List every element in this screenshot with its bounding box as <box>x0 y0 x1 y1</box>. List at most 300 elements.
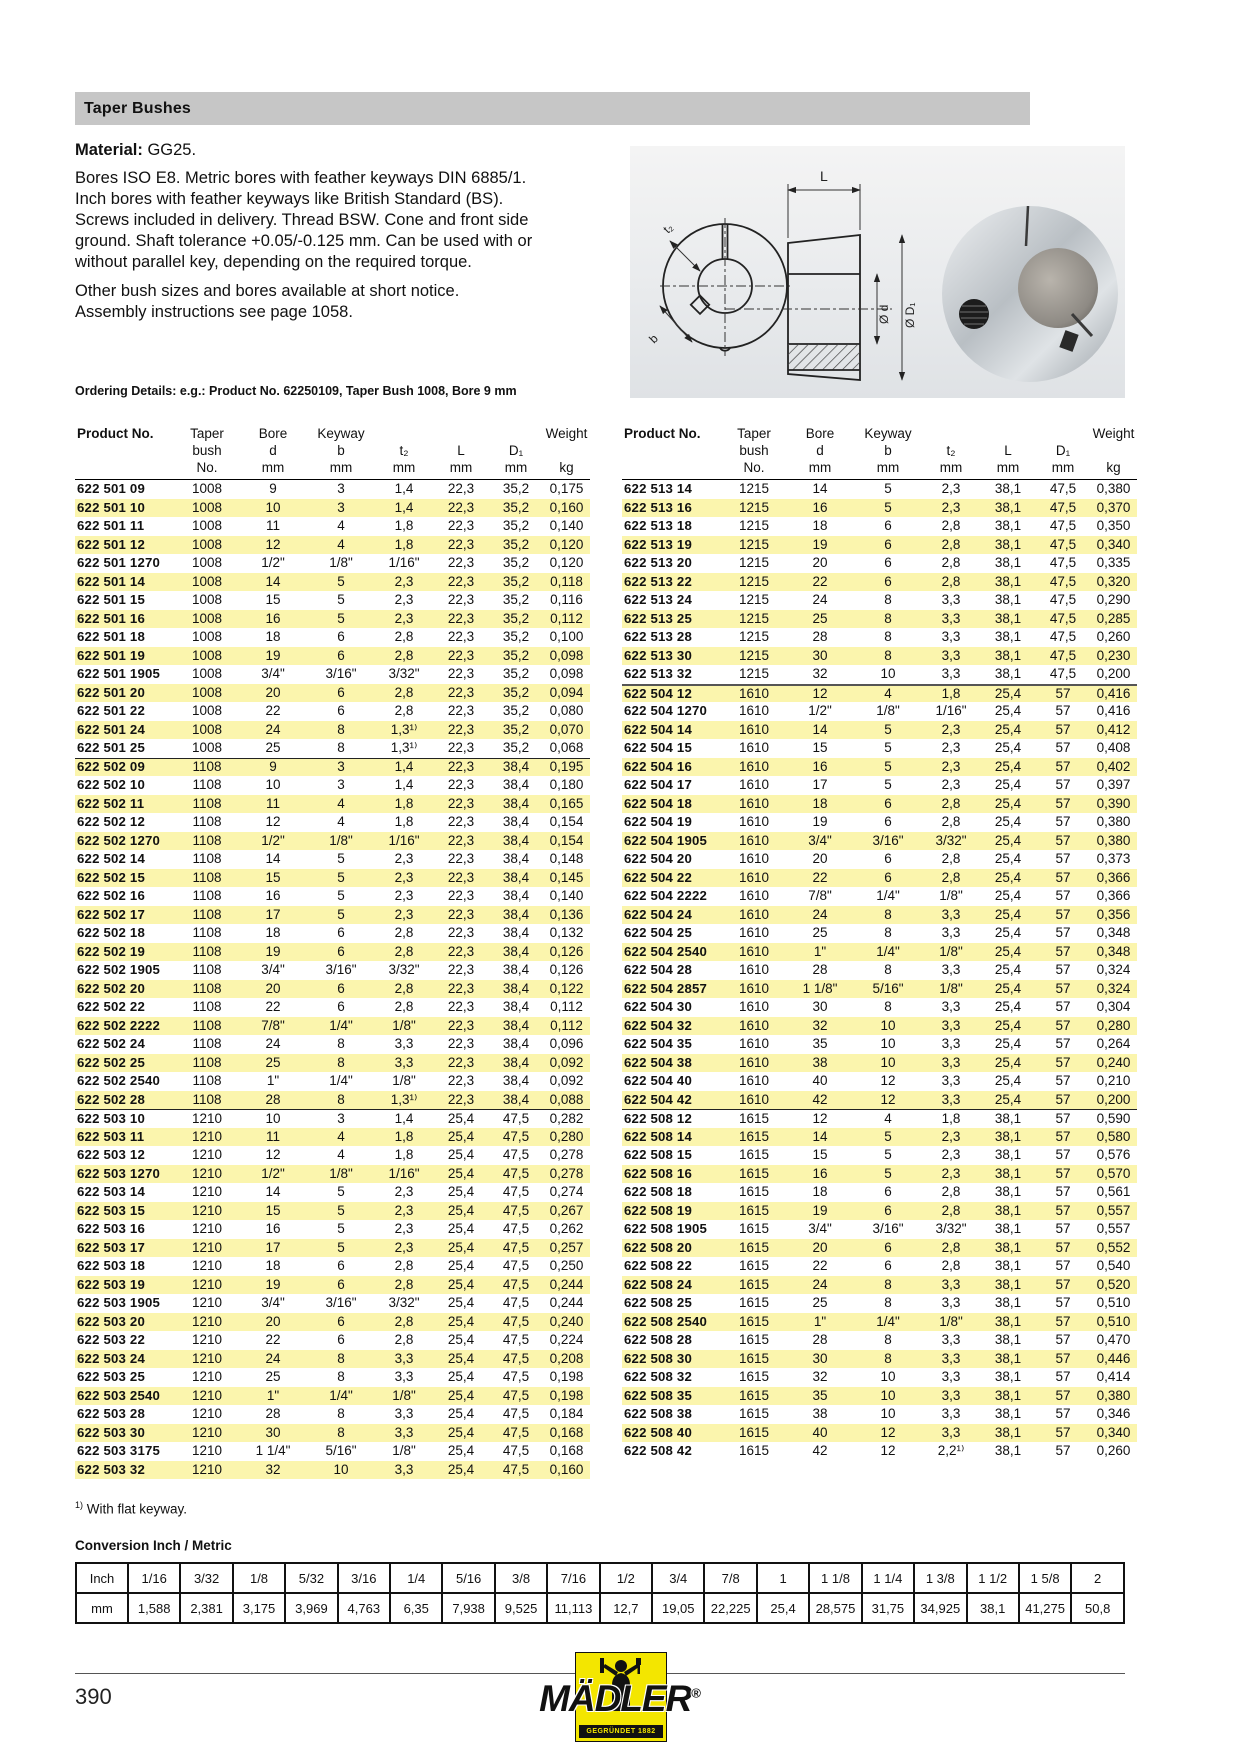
value-cell: 1" <box>266 1073 280 1089</box>
value-cell: 1215 <box>738 647 770 663</box>
value-cell: 0,260 <box>1096 629 1131 645</box>
value-cell: 38,4 <box>502 832 530 848</box>
value-cell: 47,5 <box>502 1461 530 1477</box>
value-cell: 0,540 <box>1096 1258 1131 1274</box>
value-cell: 0,380 <box>1096 814 1131 830</box>
table-row <box>622 961 1137 980</box>
table-row <box>622 665 1137 684</box>
value-cell: 10 <box>880 1054 896 1070</box>
value-cell: 38,4 <box>502 1073 530 1089</box>
product-number-cell: 622 508 20 <box>624 1239 693 1255</box>
table-row <box>622 499 1137 518</box>
conversion-value-cell: 5/32 <box>285 1563 337 1593</box>
value-cell: 16 <box>265 888 281 904</box>
value-cell: 1/16" <box>388 555 420 571</box>
value-cell: 42 <box>812 1091 828 1107</box>
header-line: Product No. <box>624 426 701 441</box>
value-cell: 25,4 <box>994 869 1022 885</box>
value-cell: 16 <box>265 610 281 626</box>
product-number-cell: 622 503 2540 <box>77 1387 161 1403</box>
table-row <box>622 1257 1137 1276</box>
value-cell: 1108 <box>192 999 222 1015</box>
value-cell: 2,8 <box>941 795 961 811</box>
value-cell: 24 <box>812 1276 828 1292</box>
value-cell: 35,2 <box>502 666 530 682</box>
value-cell: 47,5 <box>502 1369 530 1385</box>
header-line <box>622 459 722 476</box>
value-cell: 19 <box>265 1276 281 1292</box>
value-cell: 3,3 <box>394 1054 414 1070</box>
value-cell: 4 <box>337 814 345 830</box>
table-row <box>75 684 590 703</box>
product-number-cell: 622 501 25 <box>77 740 146 756</box>
value-cell: 6 <box>337 629 345 645</box>
value-cell: 1,4 <box>394 499 414 515</box>
value-cell: 0,148 <box>549 851 584 867</box>
conversion-value-cell: 19,05 <box>652 1593 704 1623</box>
table-row <box>622 906 1137 925</box>
value-cell: 17 <box>265 906 281 922</box>
table-row <box>75 554 590 573</box>
conversion-value-cell: 1 <box>757 1563 809 1593</box>
value-cell: 38,4 <box>502 962 530 978</box>
value-cell: 3 <box>337 759 345 775</box>
product-table-right <box>622 425 1137 1461</box>
value-cell: 0,165 <box>549 795 584 811</box>
value-cell: 38,1 <box>994 629 1022 645</box>
table-row <box>75 1035 590 1054</box>
value-cell: 1,8 <box>394 795 414 811</box>
value-cell: 0,370 <box>1096 499 1131 515</box>
table-row <box>622 758 1137 777</box>
table-row <box>622 554 1137 573</box>
table-row <box>75 1220 590 1239</box>
value-cell: 1615 <box>738 1202 770 1218</box>
value-cell: 1610 <box>738 1017 770 1033</box>
product-number-cell: 622 502 24 <box>77 1036 146 1052</box>
value-cell: 25,4 <box>994 777 1022 793</box>
header-line <box>922 425 980 442</box>
value-cell: 10 <box>880 1406 896 1422</box>
header-line: D₁ <box>1055 443 1071 458</box>
header-line: Weight <box>545 426 588 441</box>
value-cell: 5 <box>884 721 892 737</box>
conversion-value-cell: 7/8 <box>704 1563 756 1593</box>
header-line: kg <box>1106 460 1121 475</box>
value-cell: 30 <box>265 1424 281 1440</box>
value-cell: 22 <box>265 703 281 719</box>
value-cell: 0,092 <box>549 1073 584 1089</box>
conversion-table <box>75 1562 1125 1624</box>
product-number-cell: 622 502 11 <box>77 795 145 811</box>
value-cell: 1/2" <box>261 1165 285 1181</box>
value-cell: 24 <box>812 906 828 922</box>
value-cell: 47,5 <box>1049 536 1077 552</box>
value-cell: 1008 <box>191 592 223 608</box>
value-cell: 28 <box>265 1091 281 1107</box>
table-row <box>75 776 590 795</box>
value-cell: 6 <box>337 1313 345 1329</box>
value-cell: 0,198 <box>549 1387 584 1403</box>
value-cell: 38,1 <box>994 1258 1022 1274</box>
header-line: Taper <box>190 426 224 441</box>
table-row <box>622 1109 1137 1128</box>
value-cell: 12 <box>880 1073 896 1089</box>
table-row <box>622 1294 1137 1313</box>
value-cell: 1210 <box>191 1239 223 1255</box>
value-cell: 1,8 <box>941 1110 961 1126</box>
value-cell: 3,3 <box>941 1073 961 1089</box>
value-cell: 8 <box>337 721 345 737</box>
value-cell: 1108 <box>192 980 222 996</box>
value-cell: 0,470 <box>1096 1332 1131 1348</box>
header-column <box>375 425 433 476</box>
value-cell: 0,348 <box>1096 925 1131 941</box>
value-cell: 0,210 <box>1096 1073 1131 1089</box>
value-cell: 22,3 <box>447 721 475 737</box>
value-cell: 6 <box>884 555 892 571</box>
value-cell: 1610 <box>738 832 770 848</box>
value-cell: 22,3 <box>447 980 475 996</box>
product-number-cell: 622 508 35 <box>624 1387 693 1403</box>
table-row <box>75 906 590 925</box>
value-cell: 57 <box>1055 925 1071 941</box>
value-cell: 22 <box>812 573 828 589</box>
value-cell: 0,175 <box>549 481 584 497</box>
value-cell: 25,4 <box>994 814 1022 830</box>
value-cell: 3,3 <box>394 1369 414 1385</box>
value-cell: 1615 <box>738 1332 770 1348</box>
value-cell: 57 <box>1055 1424 1071 1440</box>
value-cell: 57 <box>1055 703 1071 719</box>
value-cell: 0,264 <box>1096 1036 1131 1052</box>
value-cell: 0,340 <box>1096 1424 1131 1440</box>
value-cell: 1210 <box>191 1350 223 1366</box>
value-cell: 22,3 <box>447 647 475 663</box>
value-cell: 1/2" <box>808 703 832 719</box>
product-number-cell: 622 503 19 <box>77 1276 146 1292</box>
product-number-cell: 622 513 25 <box>624 610 693 626</box>
table-row <box>622 1368 1137 1387</box>
value-cell: 5 <box>884 740 892 756</box>
logo-subtitle: GEGRÜNDET 1882 <box>579 1725 663 1738</box>
table-row <box>622 1165 1137 1184</box>
value-cell: 47,5 <box>1049 518 1077 534</box>
header-column <box>722 425 786 476</box>
header-line: Bore <box>258 426 288 441</box>
value-cell: 0,198 <box>549 1369 584 1385</box>
conversion-value-cell: 1/2 <box>600 1563 652 1593</box>
header-line: mm <box>449 460 473 475</box>
product-number-cell: 622 513 20 <box>624 555 693 571</box>
value-cell: 1210 <box>191 1424 223 1440</box>
table-row <box>75 1109 590 1128</box>
value-cell: 47,5 <box>502 1258 530 1274</box>
product-number-cell: 622 508 2540 <box>624 1313 708 1329</box>
value-cell: 2,3 <box>394 888 414 904</box>
product-number-cell: 622 508 32 <box>624 1369 693 1385</box>
value-cell: 0,570 <box>1096 1165 1131 1181</box>
conversion-value-cell: 3/8 <box>495 1563 547 1593</box>
value-cell: 2,3 <box>941 758 961 774</box>
product-number-cell: 622 504 30 <box>624 999 693 1015</box>
value-cell: 22,3 <box>447 832 475 848</box>
value-cell: 18 <box>812 1184 828 1200</box>
conversion-value-cell: 1,588 <box>128 1593 180 1623</box>
value-cell: 1008 <box>191 666 223 682</box>
value-cell: 22,3 <box>447 740 475 756</box>
product-number-cell: 622 503 17 <box>77 1239 146 1255</box>
value-cell: 11 <box>265 518 280 534</box>
value-cell: 1215 <box>738 481 770 497</box>
value-cell: 1/8" <box>329 555 353 571</box>
conversion-value-cell: 12,7 <box>600 1593 652 1623</box>
value-cell: 1/8" <box>939 980 963 996</box>
value-cell: 0,366 <box>1096 888 1131 904</box>
value-cell: 12 <box>880 1424 896 1440</box>
value-cell: 57 <box>1055 1350 1071 1366</box>
value-cell: 2,8 <box>941 518 961 534</box>
value-cell: 22,3 <box>447 925 475 941</box>
material-line <box>75 141 196 160</box>
value-cell: 1/8" <box>939 1313 963 1329</box>
value-cell: 47,5 <box>502 1128 530 1144</box>
product-number-cell: 622 508 22 <box>624 1258 693 1274</box>
value-cell: 35,2 <box>502 592 530 608</box>
value-cell: 25,4 <box>994 1017 1022 1033</box>
header-column <box>489 425 543 476</box>
value-cell: 18 <box>265 1258 281 1274</box>
conversion-value-cell: 1 1/8 <box>809 1563 861 1593</box>
table-row <box>622 1442 1137 1461</box>
value-cell: 3/16" <box>325 1295 357 1311</box>
value-cell: 7/8" <box>261 1017 285 1033</box>
value-cell: 1210 <box>191 1295 223 1311</box>
value-cell: 1610 <box>738 795 770 811</box>
product-number-cell: 622 513 30 <box>624 647 693 663</box>
value-cell: 1210 <box>191 1184 223 1200</box>
value-cell: 10 <box>880 1387 896 1403</box>
value-cell: 38,1 <box>994 481 1022 497</box>
product-number-cell: 622 503 10 <box>77 1110 146 1126</box>
value-cell: 38,1 <box>994 1369 1022 1385</box>
value-cell: 28 <box>812 629 828 645</box>
table-body <box>622 480 1137 1461</box>
product-number-cell: 622 513 19 <box>624 536 693 552</box>
value-cell: 1/8" <box>392 1017 416 1033</box>
value-cell: 6 <box>884 1239 892 1255</box>
value-cell: 47,5 <box>1049 666 1077 682</box>
value-cell: 10 <box>265 1110 281 1126</box>
product-number-cell: 622 503 11 <box>77 1128 145 1144</box>
table-row <box>622 924 1137 943</box>
value-cell: 1108 <box>192 1073 222 1089</box>
value-cell: 0,561 <box>1096 1184 1131 1200</box>
value-cell: 1/8" <box>939 888 963 904</box>
product-number-cell: 622 503 15 <box>77 1202 146 1218</box>
value-cell: 1610 <box>738 943 770 959</box>
value-cell: 2,3 <box>394 906 414 922</box>
value-cell: 35,2 <box>502 481 530 497</box>
value-cell: 1108 <box>192 888 222 904</box>
conversion-value-cell: 3/4 <box>652 1563 704 1593</box>
conversion-row-label: Inch <box>76 1563 128 1593</box>
value-cell: 22 <box>265 999 281 1015</box>
header-column <box>75 425 175 476</box>
value-cell: 38,4 <box>502 1091 530 1107</box>
value-cell: 6 <box>884 869 892 885</box>
value-cell: 0,380 <box>1096 832 1131 848</box>
value-cell: 5 <box>337 888 345 904</box>
value-cell: 3 <box>337 499 345 515</box>
table-row <box>622 1387 1137 1406</box>
value-cell: 1215 <box>738 592 770 608</box>
value-cell: 12 <box>812 1110 828 1126</box>
product-number-cell: 622 502 16 <box>77 888 146 904</box>
table-row <box>75 480 590 499</box>
material-label: Material: <box>75 141 143 159</box>
value-cell: 6 <box>337 703 345 719</box>
value-cell: 25,4 <box>447 1165 475 1181</box>
table-header <box>75 425 590 480</box>
value-cell: 2,8 <box>941 1258 961 1274</box>
value-cell: 22,3 <box>447 1017 475 1033</box>
dim-d-label: Ø d <box>877 304 891 324</box>
value-cell: 47,5 <box>502 1350 530 1366</box>
value-cell: 2,8 <box>394 1313 414 1329</box>
value-cell: 35,2 <box>502 740 530 756</box>
value-cell: 1215 <box>738 555 770 571</box>
value-cell: 22,3 <box>447 629 475 645</box>
value-cell: 1,8 <box>941 685 961 701</box>
value-cell: 1/4" <box>329 1073 353 1089</box>
product-number-cell: 622 513 24 <box>624 592 693 608</box>
product-number-cell: 622 513 16 <box>624 499 693 515</box>
value-cell: 0,580 <box>1096 1128 1131 1144</box>
header-column <box>175 425 239 476</box>
ordering-details: Ordering Details: e.g.: Product No. 62250109, Taper Bush 1008, Bore 9 mm <box>75 384 517 398</box>
product-number-cell: 622 508 1905 <box>624 1221 708 1237</box>
table-row <box>75 1054 590 1073</box>
conversion-value-cell: 3,969 <box>285 1593 337 1623</box>
value-cell: 25,4 <box>994 925 1022 941</box>
value-cell: 57 <box>1055 1387 1071 1403</box>
value-cell: 57 <box>1055 777 1071 793</box>
header-column <box>307 425 375 476</box>
table-row <box>622 739 1137 758</box>
value-cell: 1210 <box>191 1165 223 1181</box>
value-cell: 22,3 <box>447 888 475 904</box>
value-cell: 5/16" <box>872 980 904 996</box>
product-number-cell: 622 501 09 <box>77 481 146 497</box>
value-cell: 1215 <box>738 610 770 626</box>
value-cell: 19 <box>265 943 281 959</box>
footnote <box>75 1500 187 1517</box>
value-cell: 16 <box>265 1221 281 1237</box>
value-cell: 1210 <box>191 1258 223 1274</box>
page-number: 390 <box>75 1684 112 1709</box>
value-cell: 12 <box>880 1443 896 1459</box>
value-cell: 0,280 <box>1096 1017 1131 1033</box>
value-cell: 3,3 <box>941 906 961 922</box>
value-cell: 4 <box>884 685 892 701</box>
value-cell: 3,3 <box>941 1406 961 1422</box>
value-cell: 3,3 <box>941 1276 961 1292</box>
value-cell: 0,070 <box>549 721 584 737</box>
value-cell: 20 <box>265 684 281 700</box>
value-cell: 1615 <box>738 1258 770 1274</box>
table-body <box>75 480 590 1479</box>
value-cell: 0,118 <box>550 573 583 589</box>
value-cell: 3,3 <box>941 1295 961 1311</box>
value-cell: 6 <box>337 684 345 700</box>
header-line: mm <box>996 460 1020 475</box>
header-line: mm <box>329 460 353 475</box>
value-cell: 1210 <box>191 1461 223 1477</box>
value-cell: 6 <box>337 1332 345 1348</box>
value-cell: 47,5 <box>502 1443 530 1459</box>
header-line: kg <box>559 460 574 475</box>
value-cell: 15 <box>265 1202 281 1218</box>
value-cell: 38,4 <box>502 1054 530 1070</box>
value-cell: 25,4 <box>994 721 1022 737</box>
value-cell: 11 <box>265 795 280 811</box>
value-cell: 47,5 <box>502 1424 530 1440</box>
header-line: mm <box>1051 460 1075 475</box>
conversion-value-cell: 7/16 <box>547 1563 599 1593</box>
conversion-row-label: mm <box>76 1593 128 1623</box>
value-cell: 16 <box>812 1165 828 1181</box>
value-cell: 1615 <box>738 1350 770 1366</box>
value-cell: 20 <box>812 555 828 571</box>
table-row <box>75 1276 590 1295</box>
value-cell: 47,5 <box>1049 555 1077 571</box>
value-cell: 25,4 <box>994 1091 1022 1107</box>
product-number-cell: 622 508 30 <box>624 1350 693 1366</box>
value-cell: 47,5 <box>1049 481 1077 497</box>
value-cell: 1008 <box>191 499 223 515</box>
value-cell: 8 <box>337 740 345 756</box>
value-cell: 22,3 <box>447 684 475 700</box>
value-cell: 3,3 <box>941 1036 961 1052</box>
header-line: Taper <box>737 426 771 441</box>
value-cell: 57 <box>1055 1091 1071 1107</box>
product-number-cell: 622 513 32 <box>624 666 693 682</box>
value-cell: 8 <box>337 1406 345 1422</box>
value-cell: 10 <box>265 777 281 793</box>
value-cell: 0,510 <box>1096 1313 1131 1329</box>
product-number-cell: 622 513 18 <box>624 518 693 534</box>
value-cell: 0,260 <box>1096 1443 1131 1459</box>
value-cell: 0,274 <box>549 1184 584 1200</box>
table-row <box>75 887 590 906</box>
value-cell: 0,278 <box>549 1147 584 1163</box>
conversion-value-cell: 3/16 <box>338 1563 390 1593</box>
value-cell: 8 <box>884 925 892 941</box>
value-cell: 57 <box>1055 1202 1071 1218</box>
value-cell: 11 <box>265 1128 280 1144</box>
product-number-cell: 622 504 2222 <box>624 888 708 904</box>
table-row <box>75 1128 590 1147</box>
page-title: Taper Bushes <box>84 99 192 117</box>
value-cell: 38,1 <box>994 610 1022 626</box>
value-cell: 25,4 <box>447 1184 475 1200</box>
value-cell: 57 <box>1055 943 1071 959</box>
value-cell: 22 <box>812 1258 828 1274</box>
value-cell: 22 <box>812 869 828 885</box>
conversion-value-cell: 9,525 <box>495 1593 547 1623</box>
value-cell: 1,4 <box>394 759 414 775</box>
